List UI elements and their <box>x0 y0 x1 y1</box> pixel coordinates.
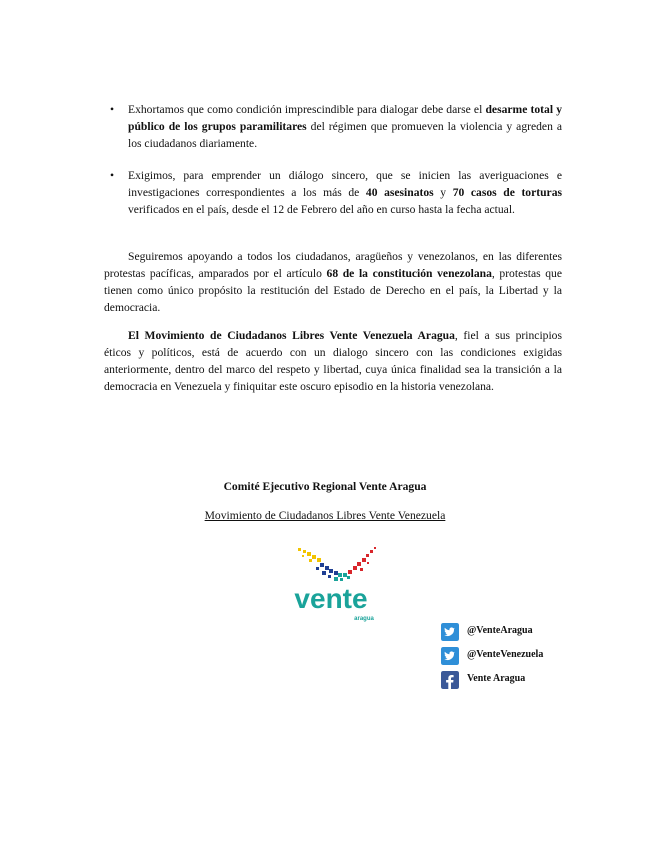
bullet-icon: • <box>110 169 115 182</box>
social-twitter-aragua[interactable] <box>441 623 591 643</box>
logo-wordmark: vente <box>294 583 368 614</box>
paragraph-movement <box>104 327 562 395</box>
paragraph-protests <box>104 248 562 316</box>
list-item <box>104 101 562 152</box>
paragraph-text: , fiel a sus principios éticos y políticos, está de acuerdo con un dialogo sincero con las condiciones exigidas anteriormente, dentro del marco del respeto y libertad, cuya única finalidad sea la transición a la democracia en Venezuela y finiquitar este oscuro episodio en la historia venezolana. <box>104 329 562 393</box>
facebook-icon <box>441 671 459 689</box>
list-item <box>104 167 562 218</box>
social-handle: Vente Aragua <box>467 673 526 684</box>
paragraph-text: Seguiremos apoyando a todos los ciudadanos, aragüeños y venezolanos, en las diferentes protestas pacíficas, amparados por el artículo <box>104 250 562 280</box>
bullet-text: Exigimos, para emprender un diálogo sincero, que se inicien las averiguaciones e investigaciones correspondientes a los más de <box>128 169 562 199</box>
social-facebook-aragua[interactable] <box>441 671 591 691</box>
social-handle: @VenteAragua <box>467 625 533 636</box>
movement-name: Movimiento de Ciudadanos Libres Vente Venezuela <box>204 509 446 522</box>
paragraph-bold-text: 68 de la constitución venezolana <box>326 267 492 280</box>
bullet-text: y <box>433 186 453 199</box>
bullet-icon: • <box>110 103 115 116</box>
committee-signature: Comité Ejecutivo Regional Vente Aragua <box>223 480 427 493</box>
twitter-icon <box>441 647 459 665</box>
demands-list <box>104 101 562 218</box>
vente-logo-graphic <box>276 540 386 625</box>
logo-subtitle: aragua <box>354 616 374 622</box>
bullet-text: verificados en el país, desde el 12 de Febrero del año en curso hasta la fecha actual. <box>128 203 515 216</box>
social-twitter-venezuela[interactable] <box>441 647 591 667</box>
twitter-icon <box>441 623 459 641</box>
social-handle: @VenteVenezuela <box>467 649 544 660</box>
bullet-text: Exhortamos que como condición imprescindible para dialogar debe darse el <box>128 103 486 116</box>
bullet-bold-text: 40 asesinatos <box>365 186 434 199</box>
bullet-text: del régimen que promueven la violencia y agreden a los ciudadanos diariamente. <box>128 120 562 150</box>
paragraph-text: , protestas que tienen como único propósito la restitución del Estado de Derecho en el país, la Libertad y la democracia. <box>104 267 562 314</box>
vente-logo <box>276 540 386 625</box>
bullet-bold-text: 70 casos de torturas <box>452 186 563 199</box>
paragraph-bold-text: El Movimiento de Ciudadanos Libres Vente Venezuela Aragua <box>128 329 455 342</box>
bullet-bold-text: desarme total y público de los grupos paramilitares <box>128 103 563 133</box>
